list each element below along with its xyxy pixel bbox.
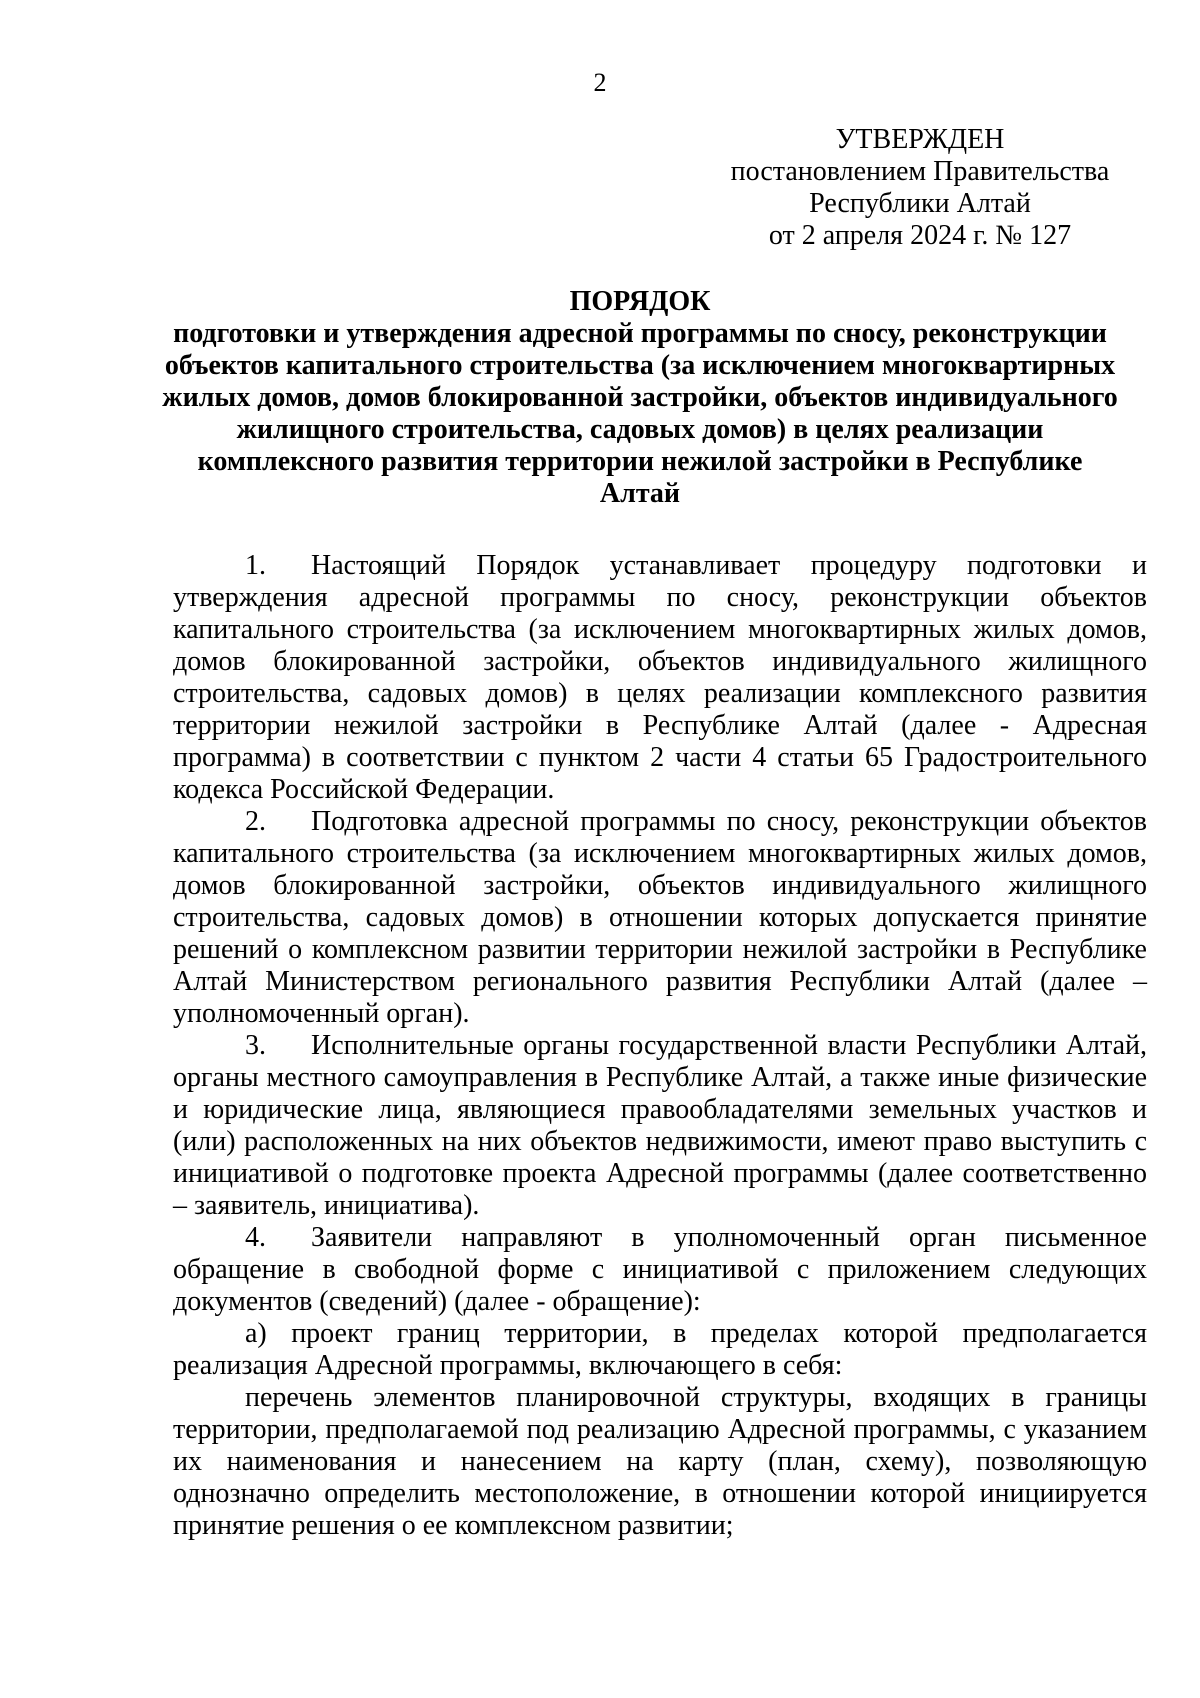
paragraph-number: 3. — [245, 1030, 266, 1061]
title-subtitle: подготовки и утверждения адресной программы по сносу, реконструкции объектов капитального строительства (за исключением многоквартирных жилых домов, домов блокированной застройки, объектов индивидуального жилищного строительства, садовых домов) в целях реализации комплексного развития территории нежилой застройки в Республике Алтай — [162, 318, 1118, 509]
paragraph-text: Заявители направляют в уполномоченный орган письменное обращение в свободной форме с инициативой с приложением следующих документов (сведений) (далее - обращение): — [173, 1222, 1147, 1317]
paragraph-3 — [173, 1030, 1147, 1222]
subparagraph-a: а) проект границ территории, в пределах которой предполагается реализация Адресной программы, включающего в себя: — [173, 1318, 1147, 1381]
paragraph-number: 1. — [245, 550, 266, 581]
paragraph-number: 2. — [245, 806, 266, 837]
paragraph-1 — [173, 550, 1147, 806]
paragraph-2 — [173, 806, 1147, 1030]
paragraph-number: 4. — [245, 1222, 266, 1253]
subparagraph-list-item: перечень элементов планировочной структуры, входящих в границы территории, предполагаемой под реализацию Адресной программы, с указанием их наименования и нанесением на карту (план, схему), позволяющую однозначно определить местоположение, в отношении которой инициируется принятие решения о ее комплексном развитии; — [173, 1382, 1147, 1541]
approval-line-1: УТВЕРЖДЕН — [835, 124, 1005, 155]
document-body — [173, 550, 1147, 1542]
approval-line-4: от 2 апреля 2024 г. № 127 — [768, 220, 1072, 251]
paragraph-text: Настоящий Порядок устанавливает процедуру подготовки и утверждения адресной программы по сносу, реконструкции объектов капитального строительства (за исключением многоквартирных жилых домов, домов блокированной застройки, объектов индивидуального жилищного строительства, садовых домов) в целях реализации комплексного развития территории нежилой застройки в Республике Алтай (далее - Адресная программа) в соответствии с пунктом 2 части 4 статьи 65 Градостроительного кодекса Российской Федерации. — [173, 550, 1147, 805]
page-number: 2 — [593, 68, 607, 97]
approval-line-3: Республики Алтай — [809, 188, 1031, 219]
approval-line-2: постановлением Правительства — [730, 156, 1110, 187]
approval-block — [690, 124, 1150, 252]
paragraph-text: Подготовка адресной программы по сносу, реконструкции объектов капитального строительства (за исключением многоквартирных жилых домов, домов блокированной застройки, объектов индивидуального жилищного строительства, садовых домов) в отношении которых допускается принятие решений о комплексном развитии территории нежилой застройки в Республике Алтай Министерством регионального развития Республики Алтай (далее – уполномоченный орган). — [173, 806, 1147, 1029]
title-heading: ПОРЯДОК — [569, 286, 711, 317]
paragraph-text: Исполнительные органы государственной власти Республики Алтай, органы местного самоуправления в Республике Алтай, а также иные физические и юридические лица, являющиеся правообладателями земельных участков и (или) расположенных на них объектов недвижимости, имеют право выступить с инициативой о подготовке проекта Адресной программы (далее соответственно – заявитель, инициатива). — [173, 1030, 1147, 1221]
document-title — [160, 286, 1120, 510]
paragraph-4 — [173, 1222, 1147, 1318]
